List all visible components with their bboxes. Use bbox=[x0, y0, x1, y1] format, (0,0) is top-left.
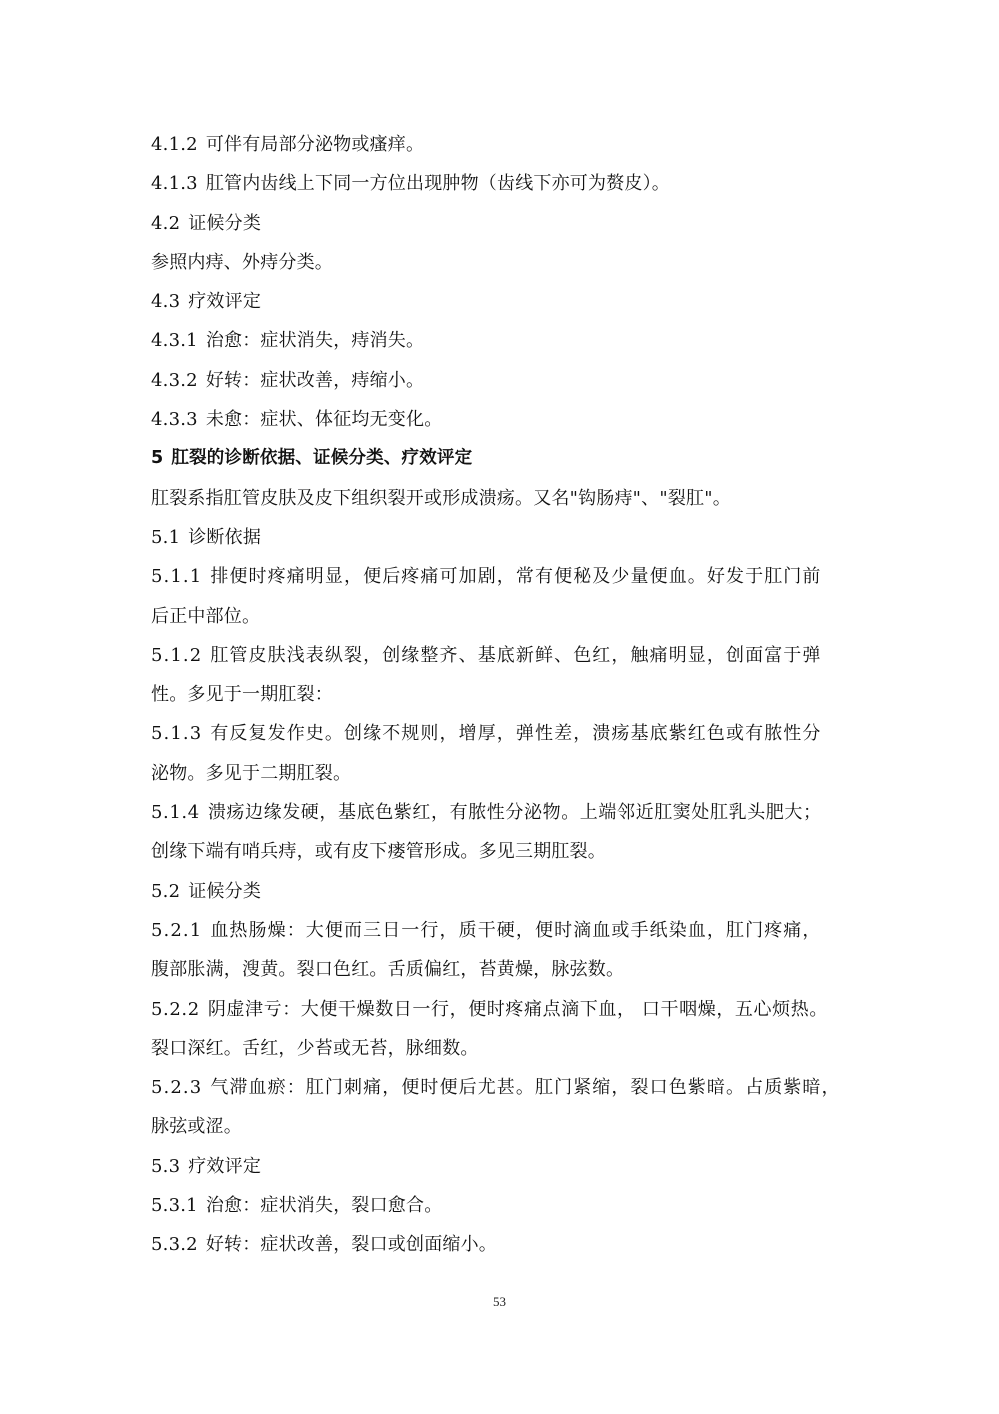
clause-text: 未愈：症状、体征均无变化。 bbox=[205, 409, 443, 431]
clause-number: 5.1 bbox=[151, 526, 181, 548]
text-line bbox=[151, 1225, 851, 1264]
clause-text: 裂口深红。舌红，少苔或无苔，脉细数。 bbox=[151, 1037, 479, 1059]
text-line bbox=[151, 675, 851, 714]
clause-text: 证候分类 bbox=[188, 212, 262, 234]
text-line bbox=[151, 400, 851, 439]
clause-number: 4.3 bbox=[151, 291, 181, 313]
text-line bbox=[151, 243, 851, 282]
clause-number: 4.1.3 bbox=[151, 173, 198, 195]
clause-text: 泌物。多见于二期肛裂。 bbox=[151, 762, 352, 784]
clause-text: 肛裂系指肛管皮肤及皮下组织裂开或形成溃疡。又名"钩肠痔"、"裂肛"。 bbox=[151, 487, 731, 509]
clause-text: 参照内痔、外痔分类。 bbox=[151, 251, 333, 273]
text-line bbox=[151, 1068, 851, 1107]
clause-number: 5.2 bbox=[151, 880, 181, 902]
clause-text: 阴虚津亏：大便干燥数日一行，便时疼痛点滴下血， 口干咽燥，五心烦热。 bbox=[207, 998, 828, 1020]
clause-text: 诊断依据 bbox=[188, 526, 262, 548]
clause-text: 创缘下端有哨兵痔，或有皮下瘘管形成。多见三期肛裂。 bbox=[151, 841, 606, 863]
clause-number: 4.3.3 bbox=[151, 409, 198, 431]
clause-number: 5.1.2 bbox=[151, 644, 203, 666]
page-number: 53 bbox=[493, 1294, 506, 1309]
clause-number: 4.1.2 bbox=[151, 134, 198, 155]
text-line bbox=[151, 793, 851, 832]
section-heading bbox=[151, 518, 851, 557]
section-heading bbox=[151, 1147, 851, 1186]
clause-number: 5.1.1 bbox=[151, 566, 203, 588]
text-line bbox=[151, 1029, 851, 1068]
clause-number: 5.1.4 bbox=[151, 802, 200, 824]
clause-text: 好转：症状改善，裂口或创面缩小。 bbox=[205, 1234, 498, 1256]
text-line bbox=[151, 1107, 851, 1146]
section-heading bbox=[151, 872, 851, 911]
clause-text: 肛管内齿线上下同一方位出现肿物（齿线下亦可为赘皮）。 bbox=[205, 173, 671, 195]
clause-number: 5.2.3 bbox=[151, 1077, 203, 1099]
clause-text: 疗效评定 bbox=[188, 291, 262, 313]
text-line bbox=[151, 321, 851, 360]
text-line bbox=[151, 990, 851, 1029]
clause-text: 可伴有局部分泌物或瘙痒。 bbox=[205, 134, 425, 155]
text-line bbox=[151, 1186, 851, 1225]
clause-number: 4.3.1 bbox=[151, 330, 198, 352]
clause-text: 溃疡边缘发硬，基底色紫红，有脓性分泌物。上端邻近肛窦处肛乳头肥大； bbox=[207, 802, 822, 824]
text-line bbox=[151, 125, 851, 164]
clause-number: 5.1.3 bbox=[151, 723, 203, 745]
text-line bbox=[151, 636, 851, 675]
section-heading bbox=[151, 282, 851, 321]
clause-text: 腹部胀满，溲黄。裂口色红。舌质偏红，苔黄燥，脉弦数。 bbox=[151, 959, 625, 981]
clause-text: 血热肠燥：大便而三日一行，质干硬，便时滴血或手纸染血，肛门疼痛， bbox=[210, 919, 822, 941]
text-line bbox=[151, 754, 851, 793]
clause-text: 证候分类 bbox=[188, 880, 262, 902]
text-line bbox=[151, 479, 851, 518]
clause-number: 5.3 bbox=[151, 1155, 181, 1177]
clause-text: 治愈：症状消失，裂口愈合。 bbox=[205, 1195, 443, 1217]
clause-text: 有反复发作史。创缘不规则，增厚，弹性差，溃疡基底紫红色或有脓性分 bbox=[210, 723, 822, 745]
section-heading bbox=[151, 204, 851, 243]
clause-number: 5.3.1 bbox=[151, 1195, 198, 1217]
clause-text: 肛管皮肤浅表纵裂，创缘整齐、基底新鲜、色红，触痛明显，创面富于弹 bbox=[210, 644, 822, 666]
text-line bbox=[151, 557, 851, 596]
clause-number: 5.2.1 bbox=[151, 919, 203, 941]
page-body bbox=[151, 125, 851, 1265]
clause-text: 疗效评定 bbox=[188, 1155, 262, 1177]
clause-text: 脉弦或涩。 bbox=[151, 1116, 242, 1138]
clause-number: 4.2 bbox=[151, 212, 181, 234]
text-line bbox=[151, 950, 851, 989]
clause-text: 气滞血瘀：肛门刺痛，便时便后尤甚。肛门紧缩，裂口色紫暗。占质紫暗， bbox=[210, 1077, 841, 1099]
clause-number: 5.2.2 bbox=[151, 998, 200, 1020]
text-line bbox=[151, 832, 851, 871]
clause-number: 4.3.2 bbox=[151, 369, 198, 391]
clause-text: 治愈：症状消失，痔消失。 bbox=[205, 330, 425, 352]
text-line bbox=[151, 911, 851, 950]
text-line bbox=[151, 164, 851, 203]
clause-text: 好转：症状改善，痔缩小。 bbox=[205, 369, 425, 391]
text-line bbox=[151, 714, 851, 753]
clause-text: 后正中部位。 bbox=[151, 605, 261, 627]
clause-number: 5.3.2 bbox=[151, 1234, 198, 1256]
chapter-heading bbox=[151, 439, 851, 478]
text-line bbox=[151, 597, 851, 636]
clause-text: 性。多见于一期肛裂： bbox=[151, 684, 333, 706]
chapter-title: 肛裂的诊断依据、证候分类、疗效评定 bbox=[171, 448, 473, 469]
chapter-number: 5 bbox=[151, 448, 164, 469]
text-line bbox=[151, 361, 851, 400]
clause-text: 排便时疼痛明显，便后疼痛可加剧，常有便秘及少量便血。好发于肛门前 bbox=[210, 566, 822, 588]
